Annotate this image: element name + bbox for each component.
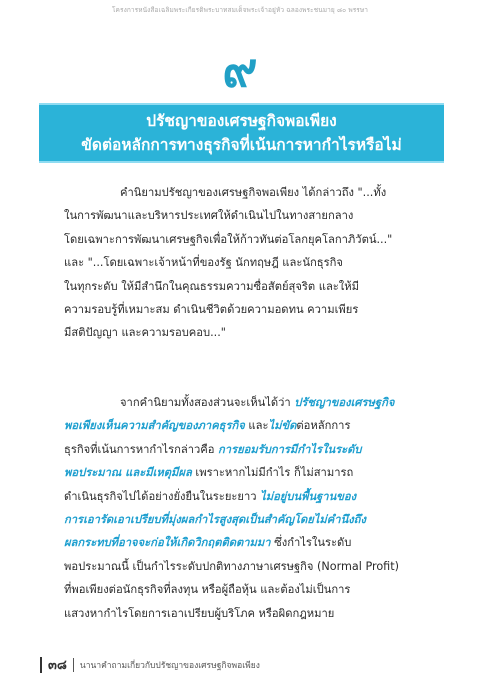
paragraph-line: ความรอบรู้ที่เหมาะสม ดำเนินชีวิตด้วยความอดทน ความเพียร xyxy=(64,302,359,316)
book-title: นานาคำถามเกี่ยวกับปรัชญาของเศรษฐกิจพอเพียง xyxy=(79,660,260,671)
body-text-run: ที่พอเพียงต่อนักธุรกิจที่ลงทุน หรือผู้ถือหุ้น และต้องไม่เป็นการ xyxy=(64,583,351,597)
paragraph-line xyxy=(64,414,444,437)
paragraph-line: คำนิยามปรัชญาของเศรษฐกิจพอเพียง ได้กล่าวถึง "...ทั้ง xyxy=(120,186,387,199)
paragraph-analysis xyxy=(64,391,444,625)
paragraph-line xyxy=(64,555,444,578)
emphasis-text: การยอมรับการมีกำไรในระดับ xyxy=(218,442,362,456)
paragraph-line xyxy=(64,391,444,414)
page-number: ๓๘ xyxy=(48,658,67,673)
paragraph-line xyxy=(64,485,444,508)
paragraph-line xyxy=(64,508,444,531)
page-footer xyxy=(40,654,260,675)
body-text-run: ธุรกิจที่เน้นการหากำไรกล่าวคือ xyxy=(64,442,219,456)
emphasis-text: ผลกระทบที่อาจจะก่อให้เกิดวิกฤตติดตามมา xyxy=(64,536,271,550)
paragraph-line xyxy=(64,461,444,484)
emphasis-text: พอประมาณ และมีเหตุมีผล xyxy=(64,466,192,480)
body-text-run: แสวงหากำไรโดยการเอาเปรียบผู้บริโภค หรือผิดกฎหมาย xyxy=(64,606,335,620)
running-head: โครงการหนังสือเฉลิมพระเกียรติพระบาทสมเด็จพระเจ้าอยู่หัว ฉลองพระชนมายุ ๘๐ พรรษา xyxy=(111,6,369,14)
body-text-run: พอประมาณนี้ เป็นกำไรระดับปกติทางภาษาเศรษฐกิจ (Normal Profit) xyxy=(64,559,399,573)
chapter-number: ๙ xyxy=(222,42,258,98)
paragraph-line xyxy=(64,438,444,461)
paragraph-definition xyxy=(64,181,444,345)
paragraph-line: และ "...โดยเฉพาะเจ้าหน้าที่ของรัฐ นักทฤษฎี และนักธุรกิจ xyxy=(64,256,343,270)
paragraph-line xyxy=(64,602,444,625)
emphasis-text: ไม่ขัด xyxy=(268,419,297,433)
emphasis-text: พอเพียงเห็นความสำคัญของภาคธุรกิจ xyxy=(64,419,245,433)
body-text-run: จากคำนิยามทั้งสองส่วนจะเห็นได้ว่า xyxy=(120,396,295,409)
footer-separator xyxy=(73,658,74,672)
emphasis-text: ไม่อยู่บนพื้นฐานของ xyxy=(260,489,357,503)
title-line-1: ปรัชญาของเศรษฐกิจพอเพียง xyxy=(146,112,337,130)
footer-rule xyxy=(40,657,42,673)
body-text-run: ซึ่งกำไรในระดับ xyxy=(270,536,352,550)
paragraph-line xyxy=(64,578,444,601)
paragraph-line xyxy=(64,531,444,554)
paragraph-line: มีสติปัญญา และความรอบคอบ..." xyxy=(64,326,226,340)
body-text-run: ดำเนินธุรกิจไปได้อย่างยั่งยืนในระยะยาว xyxy=(64,489,261,503)
title-line-2: ขัดต่อหลักการทางธุรกิจที่เน้นการหากำไรหรือไม่ xyxy=(81,136,402,154)
paragraph-line: ในทุกระดับ ให้มีสำนึกในคุณธรรมความซื่อสัตย์สุจริต และให้มี xyxy=(64,279,360,293)
emphasis-text: ปรัชญาของเศรษฐกิจ xyxy=(294,396,395,409)
emphasis-text: การเอารัดเอาเปรียบที่มุ่งผลกำไรสูงสุดเป็นสำคัญโดยไม่คำนึงถึง xyxy=(64,512,366,526)
title-banner xyxy=(39,103,444,163)
body-text-run: เพราะหากไม่มีกำไร ก็ไม่สามารถ xyxy=(191,466,354,480)
paragraph-line: ในการพัฒนาและบริหารประเทศให้ดำเนินไปในทางสายกลาง xyxy=(64,209,354,223)
body-text-run: และ xyxy=(244,419,269,433)
body-text-run: ต่อหลักการ xyxy=(296,419,351,433)
paragraph-line: โดยเฉพาะการพัฒนาเศรษฐกิจเพื่อให้ก้าวทันต่อโลกยุคโลกาภิวัตน์..." xyxy=(64,232,393,246)
